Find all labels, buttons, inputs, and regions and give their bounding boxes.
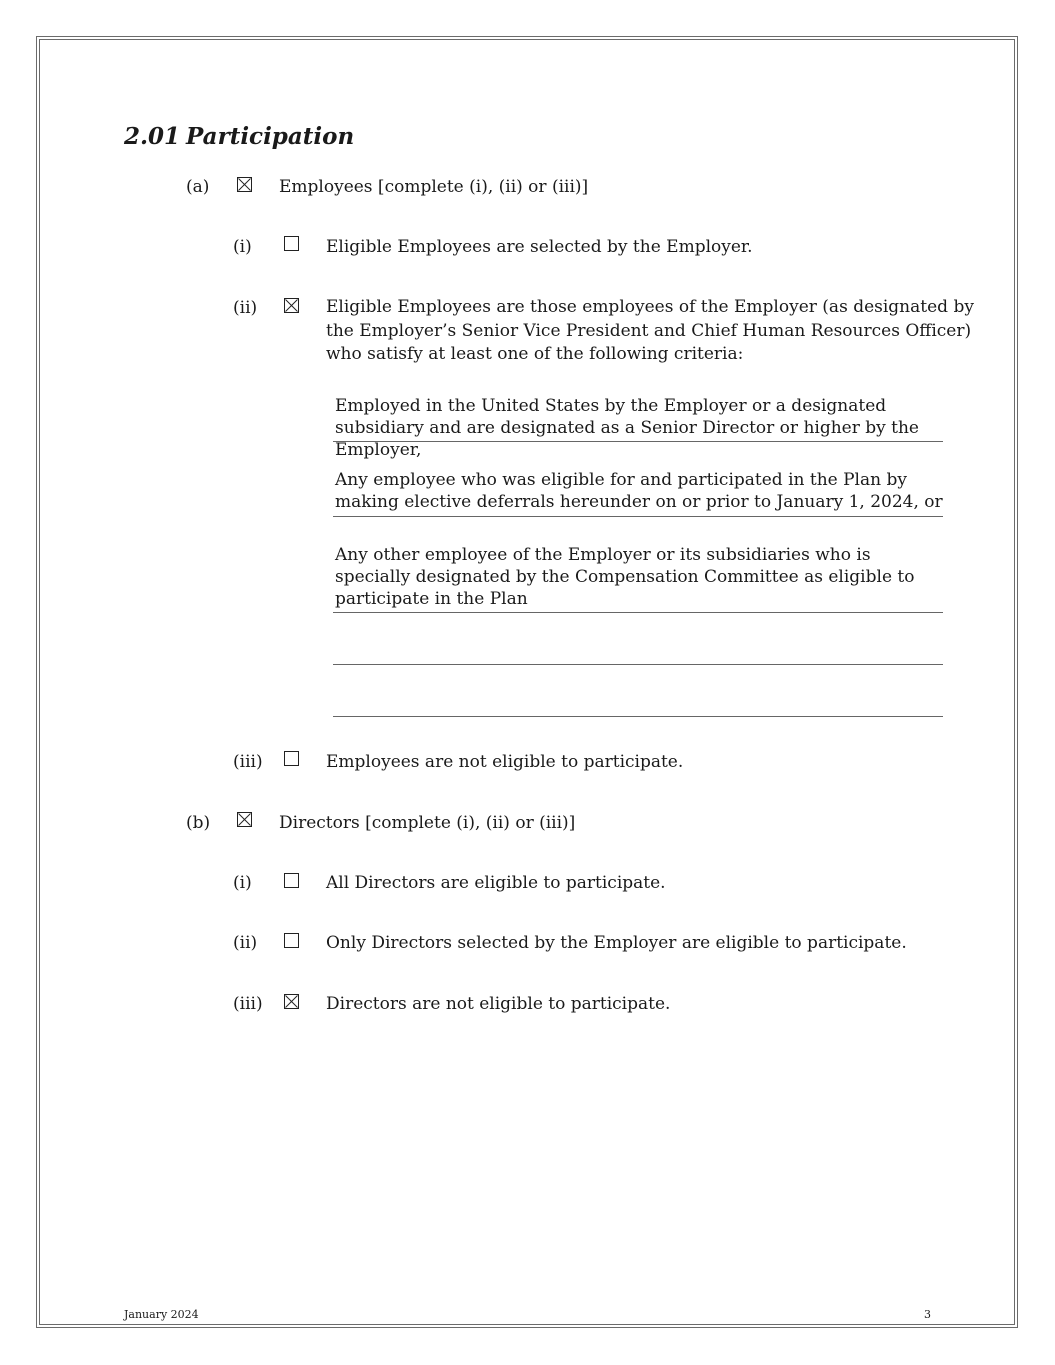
checkbox-employees[interactable] — [237, 177, 252, 192]
criteria-line-2 — [333, 516, 943, 517]
section-title: Participation — [186, 123, 355, 150]
item-b-label: (b) — [186, 813, 211, 833]
checkbox-employees-designated[interactable] — [284, 298, 299, 313]
page-border-inner — [39, 39, 1015, 1325]
item-a-ii-line-1: Eligible Employees are those employees of the Employer (as designated by — [326, 297, 974, 317]
checkbox-selected-directors[interactable] — [284, 933, 299, 948]
item-a-ii-line-3: who satisfy at least one of the following criteria: — [326, 344, 744, 364]
checkbox-directors-not-eligible[interactable] — [284, 994, 299, 1009]
criteria-line-3 — [333, 612, 943, 613]
footer-page-number: 3 — [924, 1308, 931, 1321]
item-b-text: Directors [complete (i), (ii) or (iii)] — [279, 813, 576, 833]
item-b-iii-label: (iii) — [233, 994, 263, 1014]
checkbox-x-mark-icon — [285, 299, 298, 312]
item-b-ii-text: Only Directors selected by the Employer are eligible to participate. — [326, 933, 907, 953]
criteria-line-blank-2 — [333, 716, 943, 717]
item-a-text: Employees [complete (i), (ii) or (iii)] — [279, 177, 589, 197]
item-a-label: (a) — [186, 177, 210, 197]
checkbox-all-directors[interactable] — [284, 873, 299, 888]
item-a-ii-label: (ii) — [233, 298, 258, 318]
item-a-ii-line-2: the Employer’s Senior Vice President and Chief Human Resources Officer) — [326, 321, 972, 341]
item-a-iii-text: Employees are not eligible to participate. — [326, 752, 684, 772]
section-heading — [124, 123, 354, 150]
criteria-line-blank-1 — [333, 664, 943, 665]
item-a-i-text: Eligible Employees are selected by the Employer. — [326, 237, 753, 257]
checkbox-employees-not-eligible[interactable] — [284, 751, 299, 766]
checkbox-directors[interactable] — [237, 812, 252, 827]
criteria-line-1 — [333, 441, 943, 442]
item-b-i-label: (i) — [233, 873, 252, 893]
item-b-i-text: All Directors are eligible to participate. — [326, 873, 666, 893]
section-number: 2.01 — [124, 123, 181, 150]
checkbox-x-mark-icon — [238, 178, 251, 191]
checkbox-x-mark-icon — [285, 995, 298, 1008]
criteria-2: Any employee who was eligible for and participated in the Plan by making elective deferrals hereunder on or prior to January 1, 2024, or — [335, 470, 943, 512]
checkbox-x-mark-icon — [238, 813, 251, 826]
criteria-3: Any other employee of the Employer or its subsidiaries who is specially designated by the Compensation Committee as eligible to participate in the Plan — [335, 545, 915, 609]
criteria-1: Employed in the United States by the Employer or a designated subsidiary and are designated as a Senior Director or higher by the Employer, — [335, 396, 919, 460]
item-b-iii-text: Directors are not eligible to participate. — [326, 994, 671, 1014]
item-b-ii-label: (ii) — [233, 933, 258, 953]
item-a-iii-label: (iii) — [233, 752, 263, 772]
item-a-i-label: (i) — [233, 237, 252, 257]
footer-date: January 2024 — [124, 1308, 199, 1321]
checkbox-employees-selected[interactable] — [284, 236, 299, 251]
